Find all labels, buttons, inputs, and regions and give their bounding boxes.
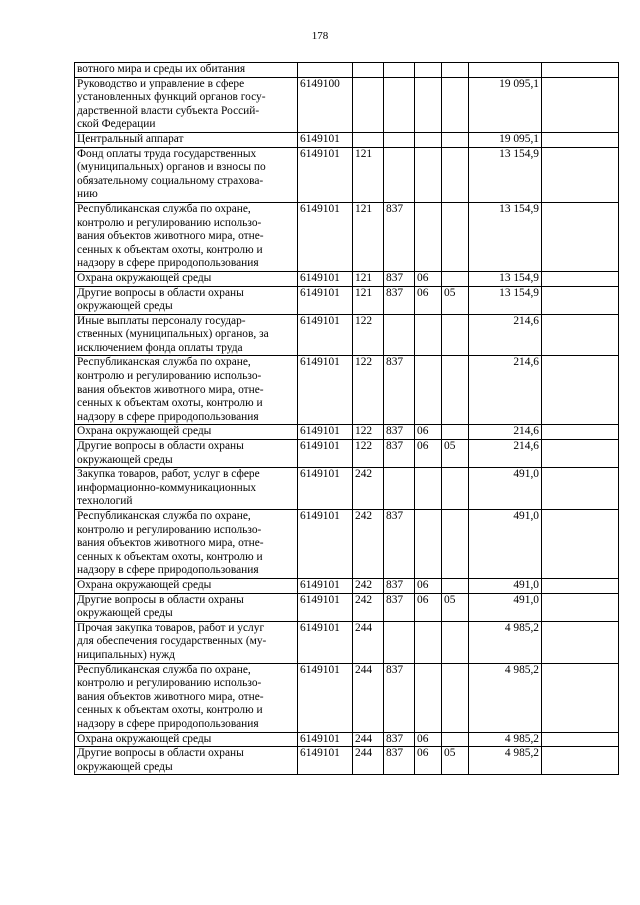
table-row — [75, 202, 619, 271]
cell-department: 837 — [384, 271, 415, 286]
cell-section — [415, 314, 442, 356]
table-row — [75, 621, 619, 663]
cell-target-article: 6149101 — [298, 510, 353, 579]
cell-amount: 13 154,9 — [469, 271, 542, 286]
cell-name-line: информационно-коммуникационных — [77, 481, 257, 494]
cell-empty — [542, 356, 619, 425]
table-row — [75, 732, 619, 747]
cell-expense-type: 121 — [353, 286, 384, 314]
cell-department: 837 — [384, 202, 415, 271]
cell-name-line: Республиканская служба по охране, — [77, 510, 251, 522]
cell-subsection — [442, 132, 469, 147]
cell-section: 06 — [415, 593, 442, 621]
cell-amount: 13 154,9 — [469, 147, 542, 202]
cell-name-line: окружающей среды — [77, 300, 173, 313]
cell-subsection — [442, 663, 469, 732]
cell-target-article: 6149101 — [298, 147, 353, 202]
cell-department: 837 — [384, 510, 415, 579]
cell-name-line: вания объектов животного мира, отне- — [77, 230, 264, 243]
cell-expense-type: 122 — [353, 356, 384, 425]
cell-subsection — [442, 425, 469, 440]
cell-target-article: 6149101 — [298, 356, 353, 425]
cell-section — [415, 202, 442, 271]
cell-expense-type: 122 — [353, 314, 384, 356]
cell-name-line: Охрана окружающей среды — [77, 732, 212, 745]
cell-amount: 19 095,1 — [469, 77, 542, 132]
cell-amount: 214,6 — [469, 440, 542, 468]
cell-name-line: для обеспечения государственных (му- — [77, 635, 267, 648]
cell-subsection — [442, 621, 469, 663]
budget-table-body — [75, 63, 619, 775]
cell-department: 837 — [384, 356, 415, 425]
table-row — [75, 747, 619, 775]
cell-name-line: Республиканская служба по охране, — [77, 663, 251, 676]
cell-name-line: сенных к объектам охоты, контролю и — [77, 704, 263, 717]
cell-name-line: нию — [77, 188, 98, 201]
cell-expense-type: 122 — [353, 440, 384, 468]
cell-empty — [542, 314, 619, 356]
table-row — [75, 147, 619, 202]
table-row — [75, 425, 619, 440]
cell-target-article — [298, 63, 353, 78]
cell-name-line: сенных к объектам охоты, контролю и — [77, 243, 263, 256]
cell-name-line: надзору в сфере природопользования — [77, 410, 259, 423]
cell-department — [384, 147, 415, 202]
cell-name-line: надзору в сфере природопользования — [77, 257, 259, 270]
cell-section: 06 — [415, 732, 442, 747]
cell-name-line: Охрана окружающей среды — [77, 578, 212, 591]
cell-name-line: технологий — [77, 495, 133, 508]
cell-name-line: Иные выплаты персоналу государ- — [77, 314, 246, 327]
cell-name-line: вания объектов животного мира, отне- — [77, 690, 264, 703]
cell-section — [415, 621, 442, 663]
cell-name-line: ской Федерации — [77, 118, 156, 131]
cell-target-article: 6149100 — [298, 77, 353, 132]
cell-expense-type: 121 — [353, 202, 384, 271]
cell-empty — [542, 63, 619, 78]
cell-section: 06 — [415, 286, 442, 314]
cell-target-article: 6149101 — [298, 202, 353, 271]
cell-department — [384, 77, 415, 132]
cell-name — [75, 63, 298, 78]
cell-target-article: 6149101 — [298, 468, 353, 510]
cell-name-line: Охрана окружающей среды — [77, 271, 212, 284]
cell-amount: 19 095,1 — [469, 132, 542, 147]
table-row — [75, 63, 619, 78]
cell-empty — [542, 440, 619, 468]
cell-empty — [542, 77, 619, 132]
cell-expense-type — [353, 63, 384, 78]
cell-subsection — [442, 578, 469, 593]
cell-name-line: дарственной власти субъекта Россий- — [77, 104, 260, 117]
cell-name-line: Охрана окружающей среды — [77, 425, 212, 438]
cell-name-line: вания объектов животного мира, отне- — [77, 383, 264, 396]
table-row — [75, 286, 619, 314]
cell-name-line: окружающей среды — [77, 607, 173, 620]
cell-department — [384, 468, 415, 510]
cell-empty — [542, 425, 619, 440]
cell-expense-type: 244 — [353, 732, 384, 747]
cell-amount — [469, 63, 542, 78]
cell-subsection — [442, 202, 469, 271]
cell-name-line: обязательному социальному страхова- — [77, 174, 264, 187]
cell-section — [415, 77, 442, 132]
cell-department: 837 — [384, 747, 415, 775]
cell-amount: 214,6 — [469, 356, 542, 425]
table-row — [75, 510, 619, 579]
cell-amount: 491,0 — [469, 593, 542, 621]
cell-target-article: 6149101 — [298, 621, 353, 663]
cell-target-article: 6149101 — [298, 593, 353, 621]
cell-target-article: 6149101 — [298, 132, 353, 147]
cell-amount: 13 154,9 — [469, 202, 542, 271]
cell-empty — [542, 271, 619, 286]
cell-empty — [542, 147, 619, 202]
cell-section — [415, 468, 442, 510]
cell-subsection — [442, 147, 469, 202]
cell-name — [75, 314, 298, 356]
cell-expense-type: 121 — [353, 147, 384, 202]
cell-empty — [542, 132, 619, 147]
cell-target-article: 6149101 — [298, 440, 353, 468]
cell-section: 06 — [415, 578, 442, 593]
budget-table — [74, 62, 619, 775]
cell-subsection: 05 — [442, 286, 469, 314]
cell-subsection — [442, 356, 469, 425]
cell-department: 837 — [384, 732, 415, 747]
cell-name-line: Фонд оплаты труда государственных — [77, 147, 257, 160]
cell-target-article: 6149101 — [298, 286, 353, 314]
cell-empty — [542, 593, 619, 621]
cell-subsection — [442, 468, 469, 510]
cell-subsection — [442, 732, 469, 747]
cell-expense-type: 242 — [353, 593, 384, 621]
cell-expense-type: 242 — [353, 468, 384, 510]
cell-section — [415, 132, 442, 147]
cell-name — [75, 271, 298, 286]
cell-section: 06 — [415, 271, 442, 286]
table-row — [75, 593, 619, 621]
cell-name-line: исключением фонда оплаты труда — [77, 341, 243, 354]
cell-section: 06 — [415, 425, 442, 440]
cell-name-line: сенных к объектам охоты, контролю и — [77, 397, 263, 410]
cell-target-article: 6149101 — [298, 314, 353, 356]
cell-expense-type: 122 — [353, 425, 384, 440]
cell-name — [75, 440, 298, 468]
cell-name-line: Республиканская служба по охране, — [77, 356, 251, 369]
cell-name-line: Другие вопросы в области охраны — [77, 747, 244, 760]
cell-empty — [542, 747, 619, 775]
cell-name — [75, 147, 298, 202]
cell-department — [384, 314, 415, 356]
cell-name-line: Республиканская служба по охране, — [77, 202, 251, 215]
cell-name — [75, 663, 298, 732]
cell-name-line: контролю и регулированию использо- — [77, 523, 262, 536]
cell-name-line: Закупка товаров, работ, услуг в сфере — [77, 468, 260, 481]
page-number: 178 — [311, 30, 329, 42]
cell-department — [384, 132, 415, 147]
cell-department — [384, 63, 415, 78]
cell-expense-type: 242 — [353, 510, 384, 579]
cell-amount: 4 985,2 — [469, 663, 542, 732]
cell-department: 837 — [384, 578, 415, 593]
cell-subsection — [442, 77, 469, 132]
cell-name — [75, 578, 298, 593]
cell-name-line: окружающей среды — [77, 453, 173, 466]
cell-department — [384, 621, 415, 663]
table-row — [75, 440, 619, 468]
cell-name-line: Центральный аппарат — [77, 132, 184, 145]
cell-amount: 214,6 — [469, 314, 542, 356]
cell-amount: 491,0 — [469, 510, 542, 579]
cell-target-article: 6149101 — [298, 663, 353, 732]
cell-amount: 4 985,2 — [469, 747, 542, 775]
table-row — [75, 271, 619, 286]
cell-expense-type: 244 — [353, 663, 384, 732]
cell-empty — [542, 578, 619, 593]
table-row — [75, 663, 619, 732]
cell-name-line: надзору в сфере природопользования — [77, 564, 259, 577]
cell-name-line: установленных функций органов госу- — [77, 91, 266, 104]
cell-department: 837 — [384, 593, 415, 621]
cell-section — [415, 147, 442, 202]
cell-target-article: 6149101 — [298, 732, 353, 747]
cell-name-line: Другие вопросы в области охраны — [77, 593, 244, 606]
cell-amount: 4 985,2 — [469, 621, 542, 663]
table-row — [75, 132, 619, 147]
cell-section — [415, 510, 442, 579]
cell-name-line: надзору в сфере природопользования — [77, 717, 259, 730]
cell-expense-type — [353, 77, 384, 132]
table-row — [75, 77, 619, 132]
table-row — [75, 314, 619, 356]
cell-empty — [542, 286, 619, 314]
cell-name-line: Другие вопросы в области охраны — [77, 440, 244, 453]
table-row — [75, 578, 619, 593]
cell-name — [75, 356, 298, 425]
cell-name — [75, 621, 298, 663]
cell-subsection — [442, 314, 469, 356]
cell-empty — [542, 732, 619, 747]
cell-department: 837 — [384, 663, 415, 732]
cell-target-article: 6149101 — [298, 747, 353, 775]
cell-section — [415, 63, 442, 78]
cell-department: 837 — [384, 286, 415, 314]
cell-name — [75, 593, 298, 621]
cell-amount: 214,6 — [469, 425, 542, 440]
cell-name — [75, 747, 298, 775]
cell-name — [75, 732, 298, 747]
cell-name-line: сенных к объектам охоты, контролю и — [77, 550, 263, 563]
cell-subsection: 05 — [442, 747, 469, 775]
cell-name — [75, 77, 298, 132]
cell-empty — [542, 468, 619, 510]
cell-subsection — [442, 510, 469, 579]
cell-amount: 491,0 — [469, 578, 542, 593]
cell-empty — [542, 510, 619, 579]
cell-expense-type: 242 — [353, 578, 384, 593]
cell-name-line: Другие вопросы в области охраны — [77, 286, 244, 299]
cell-name — [75, 202, 298, 271]
cell-name — [75, 468, 298, 510]
cell-subsection — [442, 63, 469, 78]
cell-expense-type: 244 — [353, 747, 384, 775]
cell-section — [415, 663, 442, 732]
cell-amount: 13 154,9 — [469, 286, 542, 314]
cell-amount: 491,0 — [469, 468, 542, 510]
cell-expense-type: 121 — [353, 271, 384, 286]
cell-subsection: 05 — [442, 440, 469, 468]
cell-name-line: ниципальных) нужд — [77, 648, 175, 661]
cell-name-line: вания объектов животного мира, отне- — [77, 537, 264, 550]
cell-name-line: контролю и регулированию использо- — [77, 677, 262, 690]
cell-name-line: (муниципальных) органов и взносы по — [77, 161, 266, 174]
cell-subsection: 05 — [442, 593, 469, 621]
cell-name-line: Руководство и управление в сфере — [77, 77, 245, 90]
cell-name-line: контролю и регулированию использо- — [77, 370, 262, 383]
cell-subsection — [442, 271, 469, 286]
cell-department: 837 — [384, 440, 415, 468]
table-row — [75, 468, 619, 510]
cell-name-line: контролю и регулированию использо- — [77, 216, 262, 229]
cell-name — [75, 132, 298, 147]
cell-name-line: вотного мира и среды их обитания — [77, 63, 246, 75]
cell-empty — [542, 663, 619, 732]
cell-expense-type: 244 — [353, 621, 384, 663]
cell-empty — [542, 202, 619, 271]
cell-target-article: 6149101 — [298, 425, 353, 440]
cell-department: 837 — [384, 425, 415, 440]
cell-name-line: ственных (муниципальных) органов, за — [77, 328, 269, 341]
table-row — [75, 356, 619, 425]
cell-empty — [542, 621, 619, 663]
cell-section — [415, 356, 442, 425]
cell-name-line: окружающей среды — [77, 760, 173, 773]
cell-name — [75, 425, 298, 440]
cell-name — [75, 510, 298, 579]
cell-expense-type — [353, 132, 384, 147]
cell-target-article: 6149101 — [298, 271, 353, 286]
cell-name-line: Прочая закупка товаров, работ и услуг — [77, 621, 265, 634]
cell-name — [75, 286, 298, 314]
cell-section: 06 — [415, 747, 442, 775]
cell-amount: 4 985,2 — [469, 732, 542, 747]
cell-target-article: 6149101 — [298, 578, 353, 593]
cell-section: 06 — [415, 440, 442, 468]
